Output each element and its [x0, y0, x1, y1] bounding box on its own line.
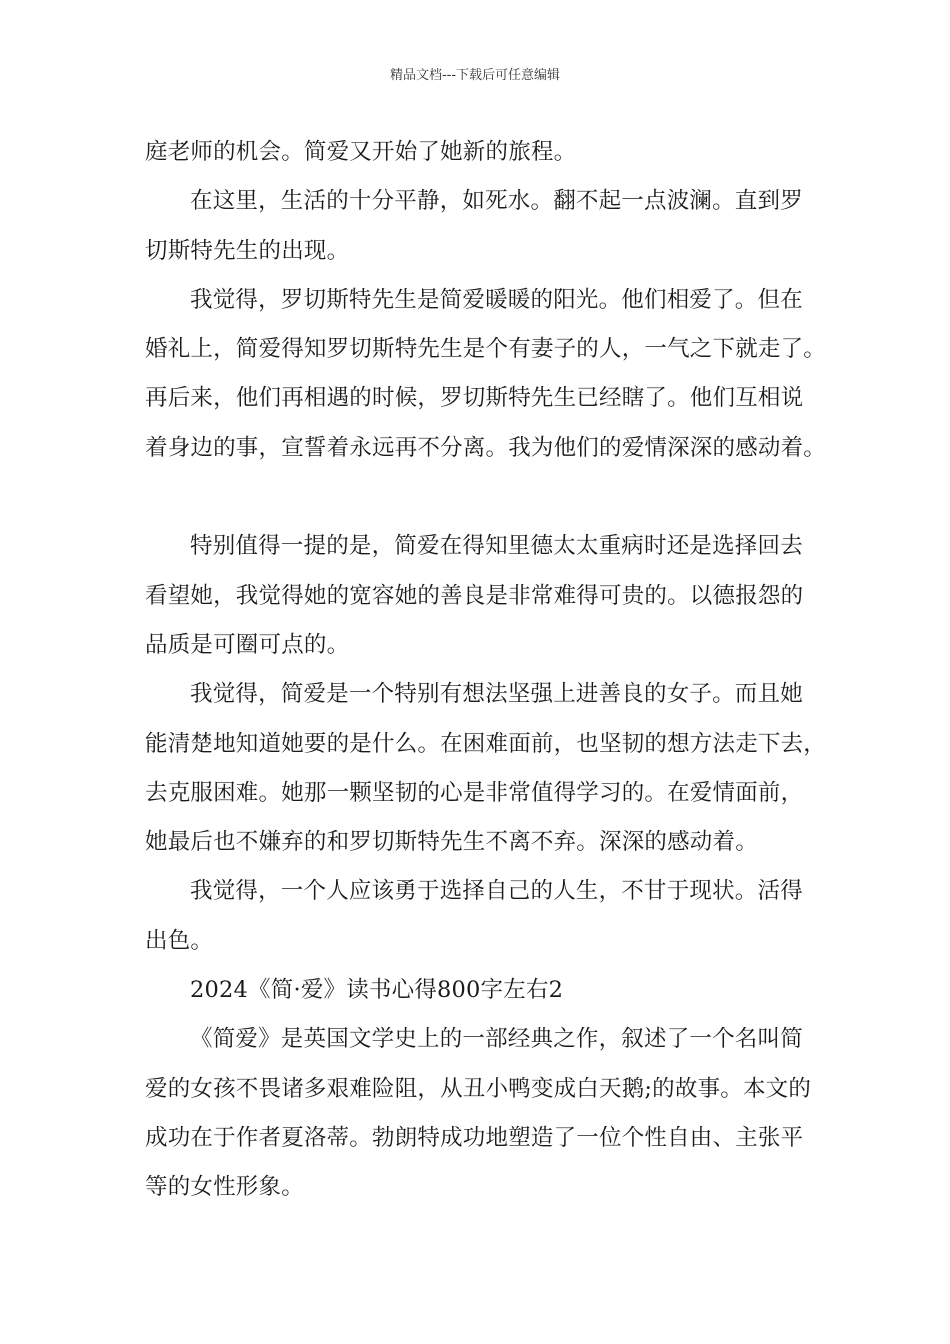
text-line: 再后来，他们再相遇的时候，罗切斯特先生已经瞎了。他们互相说: [145, 385, 804, 412]
text-line: 特别值得一提的是，简爱在得知里德太太重病时还是选择回去: [190, 533, 803, 560]
text-line: 成功在于作者夏洛蒂。勃朗特成功地塑造了一位个性自由、主张平: [145, 1124, 804, 1151]
paragraph-gap: [145, 473, 810, 522]
text-line: 能清楚地知道她要的是什么。在困难面前，也坚韧的想方法走下去，: [145, 730, 827, 757]
text-line: 切斯特先生的出现。: [145, 237, 350, 264]
text-line: 婚礼上，简爱得知罗切斯特先生是个有妻子的人，一气之下就走了。: [145, 336, 827, 363]
text-line: 2024《简·爱》读书心得800字左右2: [190, 977, 564, 1004]
text-line: 看望她，我觉得她的宽容她的善良是非常难得可贵的。以德报怨的: [145, 582, 804, 609]
text-line: 我觉得，一个人应该勇于选择自己的人生，不甘于现状。活得: [190, 878, 803, 905]
body-text: [145, 128, 827, 1213]
text-line: 在这里，生活的十分平静，如死水。翻不起一点波澜。直到罗: [190, 188, 803, 215]
text-line: 去克服困难。她那一颗坚韧的心是非常值得学习的。在爱情面前，: [145, 779, 804, 806]
text-line: 她最后也不嫌弃的和罗切斯特先生不离不弃。深深的感动着。: [145, 829, 758, 856]
text-line: 我觉得，罗切斯特先生是简爱暖暖的阳光。他们相爱了。但在: [190, 286, 803, 313]
page-header: 精品文档---下载后可任意编辑: [389, 68, 561, 83]
text-line: 我觉得，简爱是一个特别有想法坚强上进善良的女子。而且她: [190, 681, 803, 708]
text-line: 等的女性形象。: [145, 1174, 304, 1201]
text-line: 出色。: [145, 927, 214, 954]
text-line: 庭老师的机会。简爱又开始了她新的旅程。: [145, 139, 577, 165]
text-line: 《简爱》是英国文学史上的一部经典之作，叙述了一个名叫简: [190, 1026, 803, 1053]
text-line: 爱的女孩不畏诸多艰难险阻，从丑小鸭变成白天鹅;的故事。本文的: [145, 1075, 812, 1102]
text-line: 品质是可圈可点的。: [145, 631, 350, 658]
text-line: 着身边的事，宣誓着永远再不分离。我为他们的爱情深深的感动着。: [145, 434, 827, 461]
